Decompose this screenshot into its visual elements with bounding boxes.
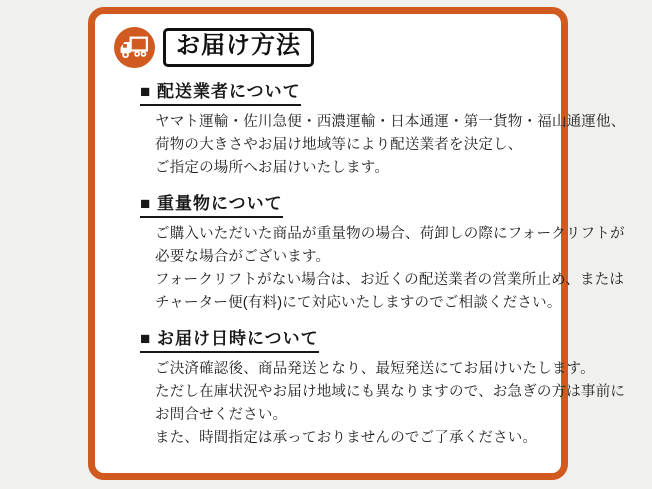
section-delivery-schedule-heading: ■ お届け日時について — [140, 324, 319, 353]
delivery-truck-icon — [114, 27, 155, 68]
body-line: 荷物の大きさやお届け地域等により配送業者を決定し、 — [155, 137, 523, 153]
body-line: また、時間指定は承っておりませんのでご了承ください。 — [155, 430, 538, 446]
body-line: チャーター便(有料)にて対応いたしますのでご相談ください。 — [155, 295, 562, 311]
section-heavy-items-heading: ■ 重量物について — [140, 189, 283, 218]
body-line: ただし在庫状況やお届け地域にも異なりますので、お急ぎの方は事前に — [155, 384, 626, 400]
body-line: お問合せください。 — [155, 407, 288, 423]
page-title: お届け方法 — [163, 28, 314, 67]
panel-header — [114, 27, 547, 68]
section-carriers-body — [140, 111, 626, 180]
body-line: ヤマト運輸・佐川急便・西濃運輸・日本通運・第一貨物・福山通運他、 — [155, 114, 626, 130]
body-line: ご購入いただいた商品が重量物の場合、荷卸しの際にフォークリフトが — [155, 226, 625, 242]
sections-container — [140, 77, 626, 450]
body-line: 必要な場合がございます。 — [155, 249, 331, 265]
delivery-info-panel — [88, 7, 626, 480]
section-delivery-schedule — [140, 324, 626, 450]
body-line: フォークリフトがない場合は、お近くの配送業者の営業所止め、または — [155, 272, 625, 288]
body-line: ご決済確認後、商品発送となり、最短発送にてお届けいたします。 — [155, 361, 595, 377]
section-carriers — [140, 77, 626, 180]
section-delivery-schedule-body — [140, 358, 626, 450]
body-line: ご指定の場所へお届けいたします。 — [155, 160, 390, 176]
section-heavy-items-body — [140, 223, 625, 315]
section-heavy-items — [140, 189, 625, 315]
section-carriers-heading: ■ 配送業者について — [140, 77, 301, 106]
